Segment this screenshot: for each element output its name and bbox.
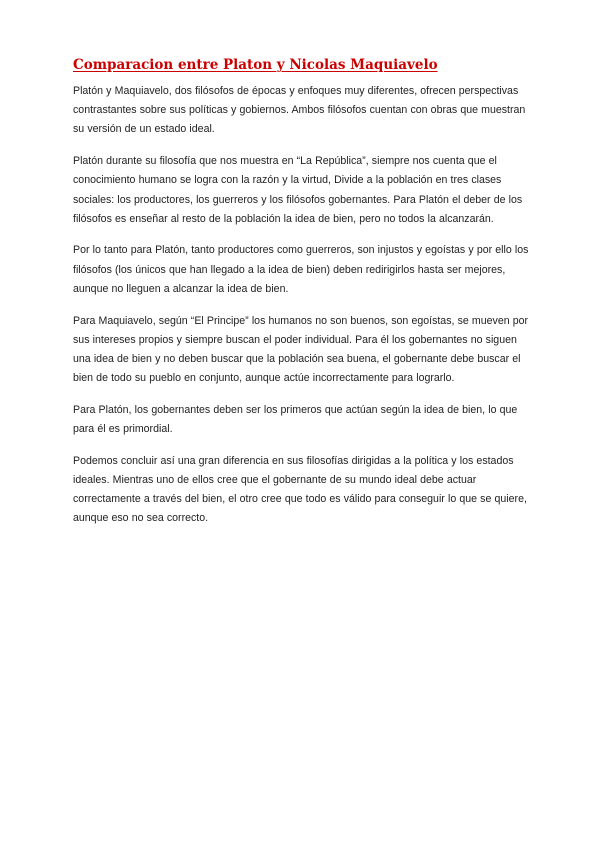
paragraph-platon-classes: Por lo tanto para Platón, tanto productores como guerreros, son injustos y egoístas y por ello los filósofos (los únicos que han llegado a la idea de bien) deben redirigirlos hasta ser mejores, aunque no lleguen a alcanzar la idea de bien. <box>73 244 529 295</box>
paragraph-conclusion: Podemos concluir así una gran diferencia en sus filosofías dirigidas a la política y los estados ideales. Mientras uno de ellos cree que el gobernante de su mundo ideal debe actuar correctamente a través del bien, el otro cree que todo es válido para conseguir lo que se quiere, aunque eso no sea correcto. <box>73 454 527 525</box>
document-title: Comparacion entre Platon y Nicolas Maquiavelo <box>73 57 438 73</box>
paragraph-maquiavelo-principe: Para Maquiavelo, según “El Principe” los humanos no son buenos, son egoístas, se mueven por sus intereses propios y siempre buscan el poder individual. Para él los gobernantes no siguen una idea de bien y no deben buscar que la población sea buena, el gobernante debe buscar el bien de todo su pueblo en conjunto, aunque actúe incorrectamente para lograrlo. <box>73 314 529 385</box>
paragraph-platon-republica: Platón durante su filosofía que nos muestra en “La República”, siempre nos cuenta que el conocimiento humano se logra con la razón y la virtud, Divide a la población en tres clases sociales: los productores, los guerreros y los filósofos gobernantes. Para Platón el deber de los filósofos es enseñar al resto de la población la idea de bien, pero no todos la alcanzarán. <box>73 155 523 225</box>
paragraph-platon-gobernantes: Para Platón, los gobernantes deben ser los primeros que actúan según la idea de bien, lo que para él es primordial. <box>73 403 518 436</box>
document-body <box>73 56 529 541</box>
paragraph-intro: Platón y Maquiavelo, dos filósofos de épocas y enfoques muy diferentes, ofrecen perspectivas contrastantes sobre sus políticas y gobiernos. Ambos filósofos cuentan con obras que muestran su versión de un estado ideal. <box>73 85 526 136</box>
